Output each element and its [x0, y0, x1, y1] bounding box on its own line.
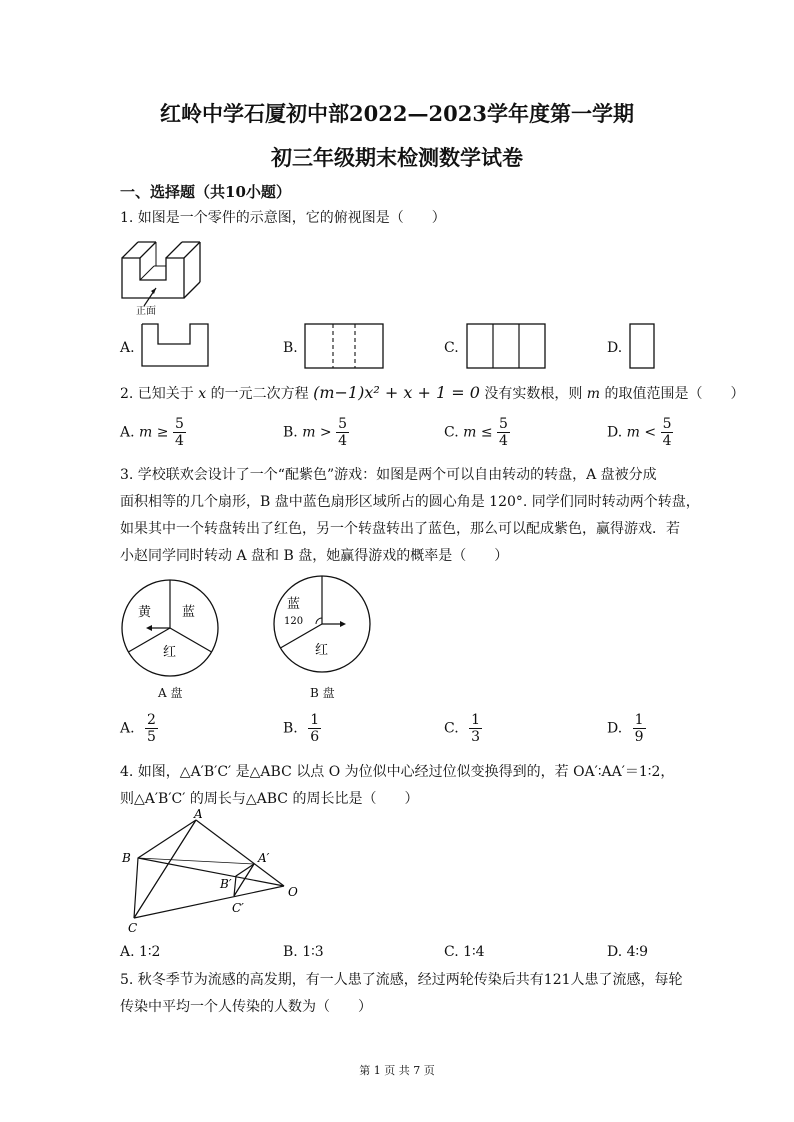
disk-a-red-label: 红	[163, 645, 177, 660]
page-footer: 第 1 页 共 7 页	[359, 1064, 435, 1077]
q1-option-d-label: D.	[607, 340, 623, 356]
q1-option-a-label: A.	[120, 340, 135, 356]
q3-option-b: B. $\frac{1}{6}$	[283, 712, 320, 745]
question-3-line4: 小赵同学同时转动 A 盘和 B 盘，她赢得游戏的概率是（ ）	[120, 548, 509, 564]
q2-option-a: A. m ≥ $\frac{5}{4}$	[120, 416, 184, 449]
disk-b-blue-label: 蓝	[287, 597, 301, 612]
disk-b-angle-label: 120	[284, 616, 304, 627]
q1-option-b-label: B.	[283, 340, 298, 356]
exam-title-line2: 初三年级期末检测数学试卷	[271, 145, 523, 170]
q3-option-a: A. $\frac{2}{5}$	[120, 712, 156, 745]
svg-text:B: B	[122, 851, 131, 865]
question-5-line1: 5. 秋冬季节为流感的高发期，有一人患了流感，经过两轮传染后共有121人患了流感，每轮	[120, 972, 683, 988]
disk-a-caption: A 盘	[158, 686, 183, 700]
q1-option-b-figure	[303, 322, 387, 370]
question-5-line2: 传染中平均一个人传染的人数为（ ）	[120, 999, 372, 1015]
question-1-stem: 1. 如图是一个零件的示意图，它的俯视图是（ ）	[120, 210, 446, 226]
spinner-disk-a	[118, 576, 222, 680]
q4-option-d: D. 4∶9	[607, 944, 649, 960]
q2-equation: (m−1)x² + x + 1 = 0	[313, 383, 480, 402]
q2-option-d: D. m < $\frac{5}{4}$	[607, 416, 672, 449]
q2-option-c: C. m ≤ $\frac{5}{4}$	[444, 416, 508, 449]
question-2-stem: 2. 已知关于 x 的一元二次方程 (m−1)x² + x + 1 = 0 没有实数根，则 m 的取值范围是（ ）	[120, 383, 745, 402]
svg-text:B′: B′	[220, 877, 232, 891]
q1-option-a-figure	[140, 322, 212, 370]
q2-option-b: B. m > $\frac{5}{4}$	[283, 416, 348, 449]
q1-option-c-figure	[465, 322, 549, 370]
question-4-line1: 4. 如图，△A′B′C′ 是△ABC 以点 O 为位似中心经过位似变换得到的，若 OA′∶AA′＝1∶2，	[120, 764, 675, 780]
q3-option-c: C. $\frac{1}{3}$	[444, 712, 481, 745]
q1-option-c-label: C.	[444, 340, 459, 356]
question-3-line3: 如果其中一个转盘转出了红色，另一个转盘转出了蓝色，那么可以配成紫色，赢得游戏．若	[120, 521, 680, 537]
disk-a-yellow-label: 黄	[138, 605, 152, 620]
q4-option-b: B. 1∶3	[283, 944, 324, 960]
front-view-label: 正面	[136, 306, 156, 317]
svg-text:A′: A′	[258, 851, 270, 865]
svg-text:A: A	[194, 808, 203, 821]
homothety-figure	[112, 808, 322, 936]
q4-option-a: A. 1∶2	[120, 944, 161, 960]
disk-b-caption: B 盘	[310, 686, 335, 700]
question-4-line2: 则△A′B′C′ 的周长与△ABC 的周长比是（ ）	[120, 791, 419, 807]
svg-text:C: C	[128, 921, 138, 935]
part-3d-figure	[118, 236, 210, 316]
exam-title-line1: 红岭中学石厦初中部2022—2023学年度第一学期	[160, 101, 634, 126]
svg-text:C′: C′	[232, 901, 244, 915]
section-heading: 一、选择题（共10小题）	[120, 183, 291, 201]
q4-option-c: C. 1∶4	[444, 944, 485, 960]
spinner-disk-b	[270, 572, 374, 676]
question-3-line1: 3. 学校联欢会设计了一个“配紫色”游戏：如图是两个可以自由转动的转盘，A 盘被分成	[120, 467, 657, 483]
q3-option-d: D. $\frac{1}{9}$	[607, 712, 644, 745]
disk-b-red-label: 红	[315, 643, 329, 658]
q1-option-d-figure	[628, 322, 658, 370]
svg-text:O: O	[288, 885, 298, 899]
question-3-line2: 面积相等的几个扇形，B 盘中蓝色扇形区域所占的圆心角是 120°. 同学们同时转动两个转盘，	[120, 494, 700, 510]
disk-a-blue-label: 蓝	[182, 605, 196, 620]
